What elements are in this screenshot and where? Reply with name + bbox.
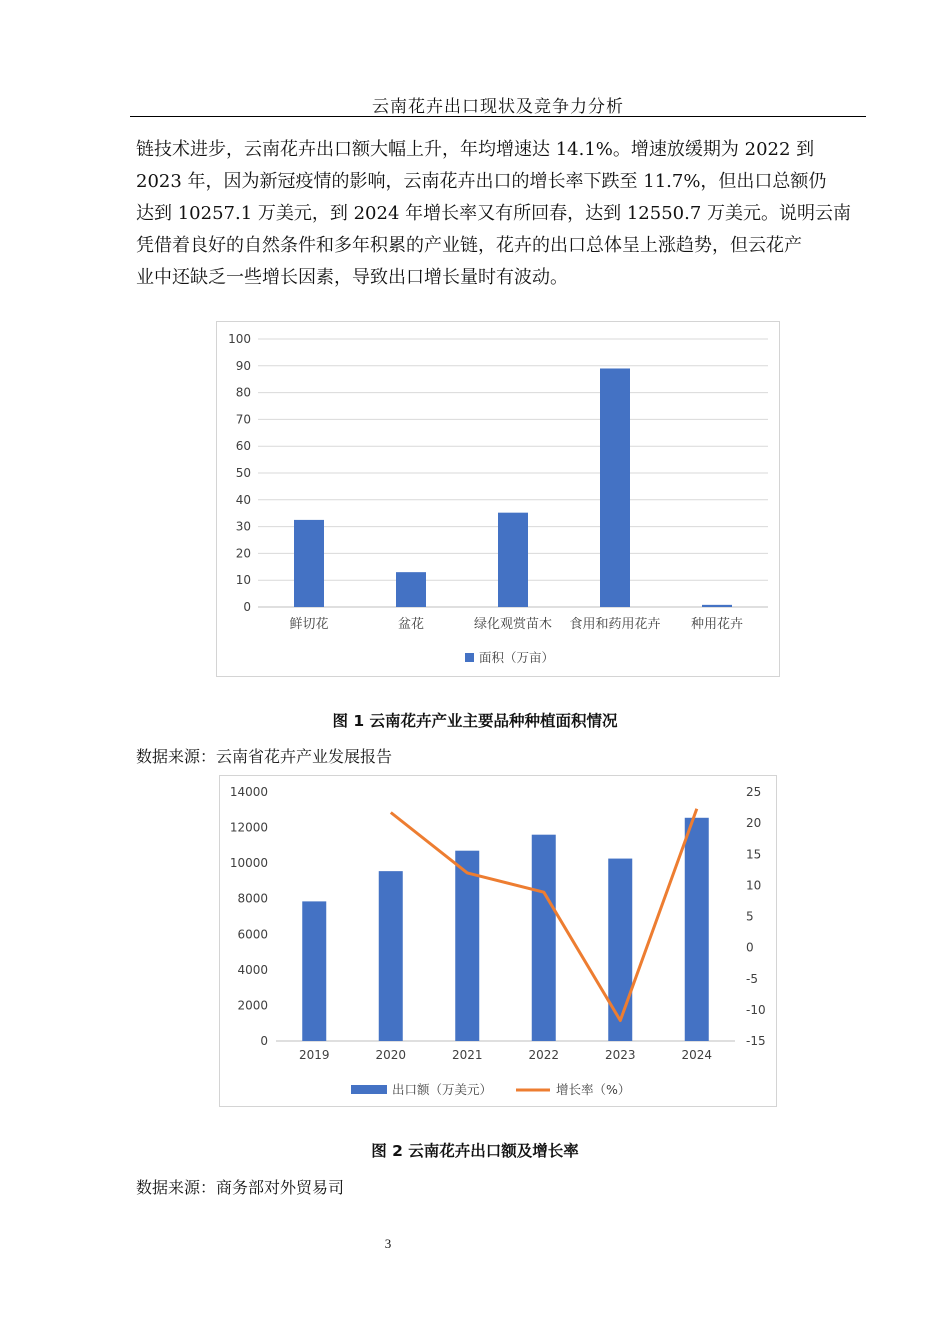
bar [498,513,528,607]
figure2-caption: 图 2 云南花卉出口额及增长率 [371,1142,579,1160]
paragraph-line: 2023 年，因为新冠疫情的影响，云南花卉出口的增长率下跌至 11.7%，但出口总额仍 [136,171,827,192]
legend-label: 面积（万亩） [479,650,555,665]
y-right-tick-label: 5 [746,909,754,924]
y-tick-label: 100 [228,332,251,346]
header-rule [130,116,866,117]
y-right-tick-label: 0 [746,940,754,955]
y-right-tick-label: 15 [746,847,762,862]
y-tick-label: 80 [235,385,251,400]
figure2-chart [219,775,777,1107]
x-tick-label: 种用花卉 [690,617,744,632]
y-left-tick-label: 12000 [229,820,268,835]
x-tick-label: 盆花 [397,617,425,632]
y-tick-label: 90 [235,358,251,373]
legend-label-bar: 出口额（万美元） [392,1082,493,1097]
y-right-tick-label: -5 [746,971,758,986]
y-tick-label: 0 [243,600,251,614]
y-left-tick-label: 14000 [229,785,268,799]
legend-swatch [465,653,474,662]
body-paragraph [136,134,862,294]
bar [396,572,426,607]
bar [685,818,709,1041]
y-right-tick-label: -10 [746,1002,766,1017]
bar [455,851,479,1041]
figure1-caption: 图 1 云南花卉产业主要品种种植面积情况 [332,712,618,730]
bar [702,605,732,607]
paragraph-line: 业中还缺乏一些增长因素，导致出口增长量时有波动。 [136,267,568,288]
y-tick-label: 20 [235,546,251,561]
figure1-svg [217,322,779,676]
y-tick-label: 70 [235,412,251,427]
bar [302,901,326,1041]
figure2-svg [220,776,776,1106]
x-tick-label: 2019 [298,1048,330,1062]
y-left-tick-label: 8000 [237,891,268,906]
y-tick-label: 10 [235,573,251,588]
bar [294,520,324,607]
y-right-tick-label: -15 [746,1034,766,1048]
y-tick-label: 60 [235,439,251,454]
y-right-tick-label: 20 [746,816,762,831]
paragraph-line: 达到 10257.1 万美元，到 2024 年增长率又有所回春，达到 12550.7 万美元。说明云南 [136,203,852,224]
figure1-source: 数据来源：云南省花卉产业发展报告 [136,747,393,766]
y-tick-label: 50 [235,466,251,480]
x-tick-label: 2024 [681,1048,713,1062]
bar [608,859,632,1041]
x-tick-label: 2023 [604,1048,636,1062]
legend-label-line: 增长率（%） [556,1082,631,1097]
x-tick-label: 2021 [451,1048,483,1062]
bar [600,368,630,607]
y-tick-label: 40 [235,492,251,507]
figure1-chart [216,321,780,677]
y-left-tick-label: 0 [260,1034,268,1048]
x-tick-label: 绿化观赏苗木 [473,617,553,632]
y-left-tick-label: 4000 [237,962,268,977]
y-left-tick-label: 2000 [237,998,268,1013]
x-tick-label: 食用和药用花卉 [569,617,661,632]
bar [379,871,403,1041]
bar [532,835,556,1041]
x-tick-label: 2022 [528,1048,560,1062]
y-right-tick-label: 10 [746,878,762,893]
running-header: 云南花卉出口现状及竞争力分析 [372,97,624,117]
paragraph-line: 凭借着良好的自然条件和多年积累的产业链，花卉的出口总体呈上涨趋势，但云花产 [136,235,802,256]
y-right-tick-label: 25 [746,785,762,799]
legend-swatch-bar [351,1085,387,1094]
y-left-tick-label: 10000 [229,856,268,871]
x-tick-label: 鲜切花 [289,617,329,632]
paragraph-line: 链技术进步，云南花卉出口额大幅上升，年均增速达 14.1%。增速放缓期为 2022 到 [136,139,815,160]
page-number: 3 [384,1236,392,1251]
y-tick-label: 30 [235,519,251,534]
x-tick-label: 2020 [375,1048,407,1062]
y-left-tick-label: 6000 [237,927,268,942]
figure2-source: 数据来源：商务部对外贸易司 [136,1178,345,1197]
